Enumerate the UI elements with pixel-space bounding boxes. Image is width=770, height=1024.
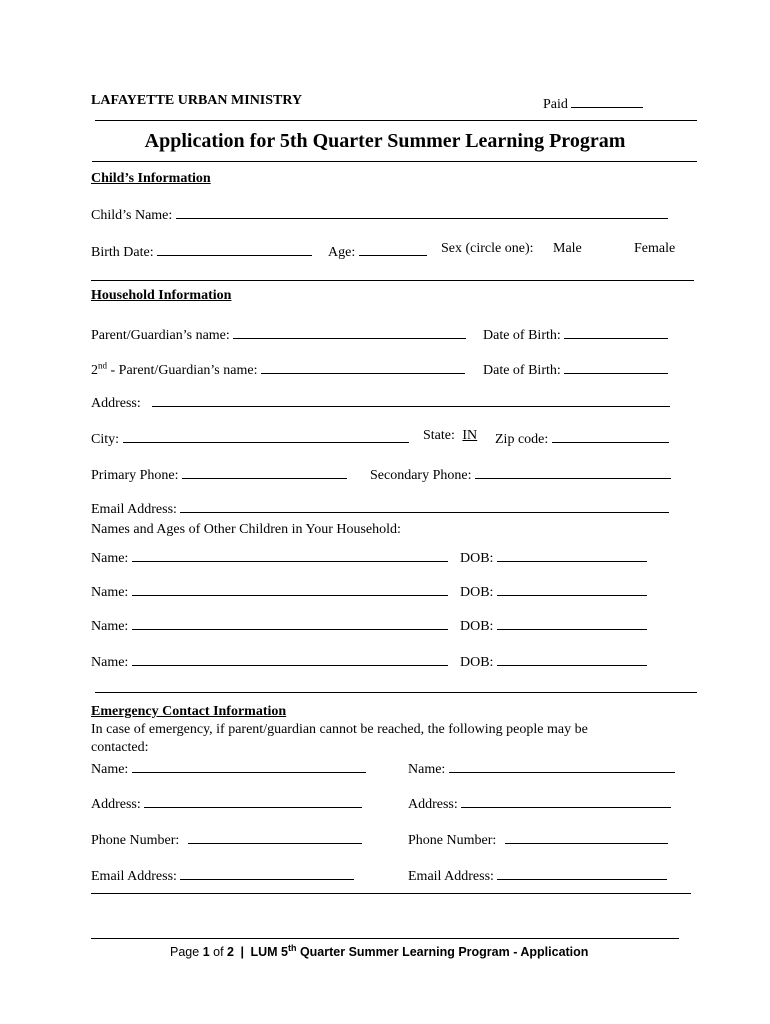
emergency-address-line[interactable] [144,793,362,808]
email-label: Email Address: [91,502,177,517]
other-child-name-row [91,547,448,567]
paid-field [543,93,643,113]
emergency-phone-row [408,829,668,849]
secondary-phone-line[interactable] [475,464,671,479]
second-guardian-dob-label: Date of Birth: [483,363,561,378]
emergency-phone-row [91,829,362,849]
emergency-email-line[interactable] [497,865,667,880]
emergency-phone-label: Phone Number: [91,833,180,848]
other-child-name-label: Name: [91,585,129,600]
other-child-dob-row [460,615,647,635]
second-guardian-dob-row [483,359,668,379]
emergency-name-row [91,758,366,778]
emergency-name-line[interactable] [132,758,366,773]
primary-phone-row [91,464,347,484]
other-child-dob-line[interactable] [497,581,647,596]
zip-line[interactable] [552,428,669,443]
other-child-name-row [91,615,448,635]
state-label: State: [423,428,455,443]
other-child-dob-row [460,547,647,567]
other-child-name-label: Name: [91,655,129,670]
guardian-dob-line[interactable] [564,324,668,339]
second-guardian-sup: nd [98,360,107,371]
second-guardian-dob-line[interactable] [564,359,668,374]
emergency-name-label: Name: [408,762,446,777]
other-child-name-line[interactable] [132,651,448,666]
household-divider [95,692,697,693]
child-name-line[interactable] [176,204,668,219]
other-child-dob-row [460,581,647,601]
footer-program-prefix: LUM 5 [250,945,288,960]
emergency-name-label: Name: [91,762,129,777]
child-name-row [91,204,668,224]
second-guardian-prefix: 2 [91,363,98,378]
paid-input-line[interactable] [571,93,643,108]
other-child-dob-label: DOB: [460,551,494,566]
org-name: LAFAYETTE URBAN MINISTRY [91,93,303,108]
emergency-name-row [408,758,675,778]
age-line[interactable] [359,241,427,256]
city-row [91,428,409,448]
email-row [91,498,669,518]
child-section-heading: Child’s Information [91,171,211,186]
header-divider [95,120,697,121]
footer-separator: | [240,945,244,960]
emergency-phone-label: Phone Number: [408,833,497,848]
emergency-phone-line[interactable] [188,829,362,844]
other-child-name-line[interactable] [132,547,448,562]
address-label: Address: [91,396,141,411]
other-child-name-label: Name: [91,551,129,566]
emergency-address-row [91,793,362,813]
footer [170,943,588,959]
age-label: Age: [328,245,356,260]
page-title: Application for 5th Quarter Summer Learning Program [144,130,626,152]
household-section-heading: Household Information [91,288,232,303]
sex-option-female[interactable]: Female [634,241,676,256]
secondary-phone-row [370,464,671,484]
zip-row [495,428,669,448]
emergency-email-line[interactable] [180,865,354,880]
second-guardian-label: - Parent/Guardian’s name: [110,363,258,378]
other-child-dob-line[interactable] [497,547,647,562]
other-child-dob-row [460,651,647,671]
child-divider [91,280,694,281]
emergency-address-label: Address: [408,797,458,812]
other-child-dob-line[interactable] [497,651,647,666]
emergency-address-row [408,793,671,813]
emergency-description-1: In case of emergency, if parent/guardian cannot be reached, the following people may be [91,722,588,737]
guardian-dob-row [483,324,668,344]
emergency-divider [91,893,691,894]
emergency-email-label: Email Address: [91,869,177,884]
emergency-address-line[interactable] [461,793,671,808]
birth-date-label: Birth Date: [91,245,154,260]
other-child-dob-label: DOB: [460,585,494,600]
other-child-name-row [91,581,448,601]
other-child-dob-label: DOB: [460,655,494,670]
emergency-email-label: Email Address: [408,869,494,884]
birth-date-row [91,241,312,261]
footer-program-sup: th [287,943,297,953]
emergency-address-label: Address: [91,797,141,812]
primary-phone-line[interactable] [182,464,347,479]
zip-label: Zip code: [495,432,549,447]
other-child-dob-line[interactable] [497,615,647,630]
paid-label: Paid [543,97,568,112]
sex-label: Sex (circle one): [441,241,534,256]
footer-of-word: of [213,945,224,960]
second-guardian-line[interactable] [261,359,465,374]
sex-option-male[interactable]: Male [553,241,582,256]
other-child-name-label: Name: [91,619,129,634]
state-row [423,428,481,444]
city-label: City: [91,432,120,447]
emergency-name-line[interactable] [449,758,675,773]
guardian-label: Parent/Guardian’s name: [91,328,230,343]
other-child-name-line[interactable] [132,581,448,596]
footer-page-total: 2 [227,945,234,960]
city-line[interactable] [123,428,409,443]
emergency-description-2: contacted: [91,740,149,755]
guardian-dob-label: Date of Birth: [483,328,561,343]
email-line[interactable] [180,498,669,513]
guardian-row [91,324,466,344]
footer-page-word: Page [170,945,200,960]
footer-page-number: 1 [202,945,210,960]
emergency-phone-line[interactable] [505,829,668,844]
address-line[interactable] [152,392,670,407]
footer-program-title: Quarter Summer Learning Program - Application [299,945,589,960]
state-value[interactable]: IN [462,428,478,443]
other-child-name-line[interactable] [132,615,448,630]
emergency-section-heading: Emergency Contact Information [91,704,287,719]
age-row [328,241,427,261]
child-name-label: Child’s Name: [91,208,173,223]
emergency-email-row [91,865,354,885]
other-child-dob-label: DOB: [460,619,494,634]
title-divider [92,161,697,162]
guardian-line[interactable] [233,324,466,339]
footer-divider [91,938,679,939]
other-children-label: Names and Ages of Other Children in Your Household: [91,522,401,537]
emergency-email-row [408,865,667,885]
primary-phone-label: Primary Phone: [91,468,179,483]
other-child-name-row [91,651,448,671]
address-row [91,392,670,412]
secondary-phone-label: Secondary Phone: [370,468,472,483]
second-guardian-row [91,359,465,379]
birth-date-line[interactable] [157,241,312,256]
